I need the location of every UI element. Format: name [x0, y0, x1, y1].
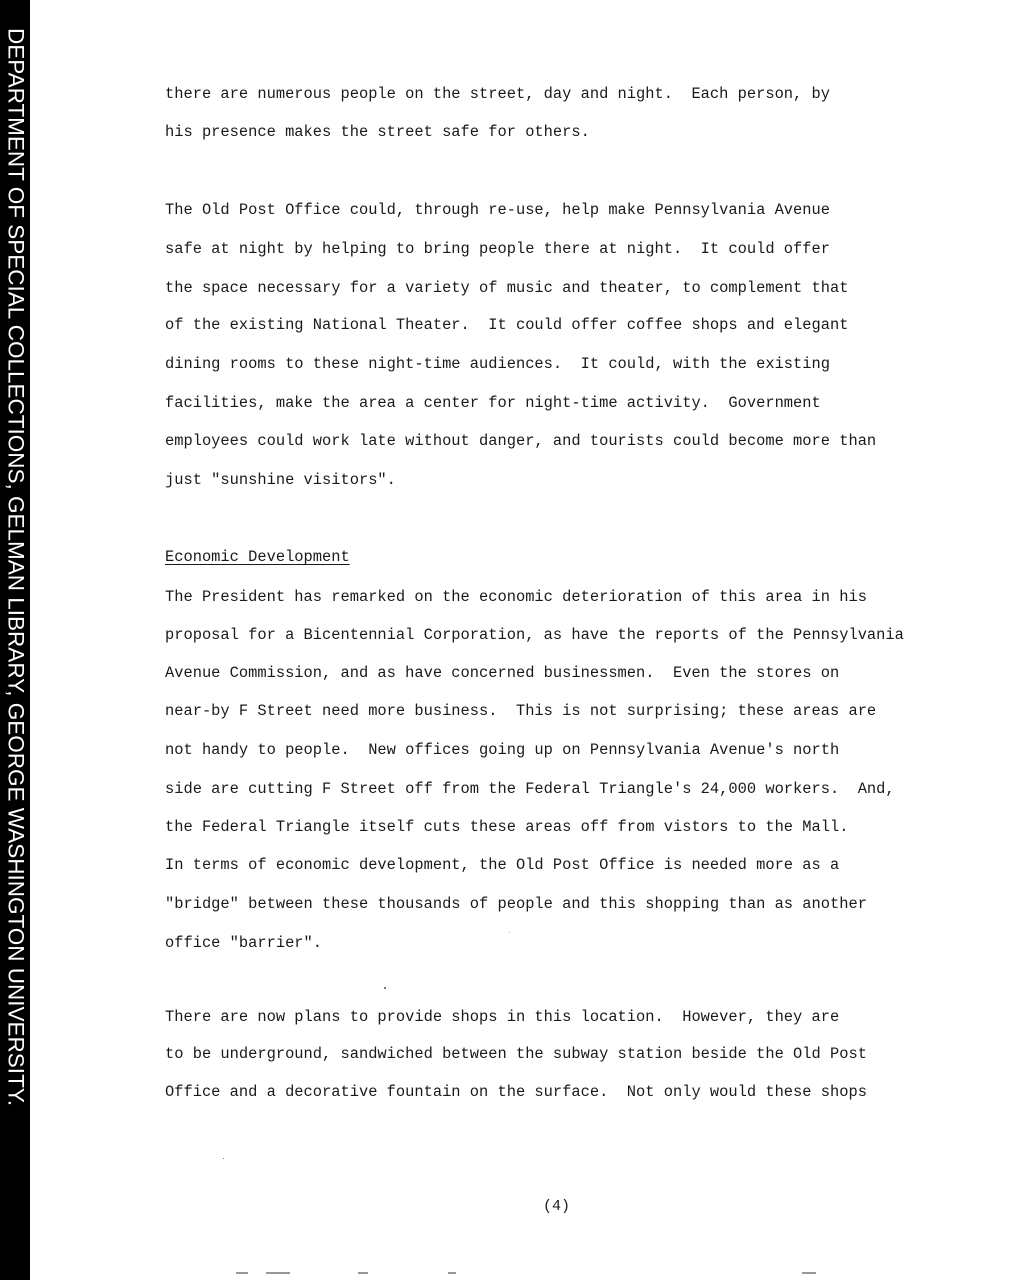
- paragraph-3-line: In terms of economic development, the Old Post Office is needed more as a: [165, 856, 840, 874]
- paragraph-1-line: there are numerous people on the street, day and night. Each person, by: [165, 85, 830, 103]
- paragraph-3-line: the Federal Triangle itself cuts these areas off from vistors to the Mall.: [165, 818, 849, 836]
- paragraph-2-line: the space necessary for a variety of music and theater, to complement that: [165, 279, 849, 297]
- paragraph-3-line: "bridge" between these thousands of people and this shopping than as another: [165, 895, 867, 913]
- section-heading: Economic Development: [165, 548, 350, 566]
- paragraph-3-line: The President has remarked on the economic deterioration of this area in his: [165, 588, 867, 606]
- scan-speck: [384, 987, 386, 989]
- archive-side-strip: [0, 0, 30, 1280]
- paragraph-3-line: Avenue Commission, and as have concerned businessmen. Even the stores on: [165, 664, 840, 682]
- paragraph-3-line: near-by F Street need more business. This is not surprising; these areas are: [165, 702, 877, 720]
- paragraph-2-line: The Old Post Office could, through re-use, help make Pennsylvania Avenue: [165, 201, 830, 219]
- scan-speck: [509, 932, 510, 933]
- paragraph-2-line: of the existing National Theater. It could offer coffee shops and elegant: [165, 316, 849, 334]
- paragraph-2-line: dining rooms to these night-time audiences. It could, with the existing: [165, 355, 830, 373]
- paragraph-3-line: office "barrier".: [165, 934, 323, 952]
- paragraph-2-line: facilities, make the area a center for night-time activity. Government: [165, 394, 821, 412]
- paragraph-4-line: Office and a decorative fountain on the surface. Not only would these shops: [165, 1083, 867, 1101]
- paragraph-1-line: his presence makes the street safe for others.: [165, 123, 590, 141]
- paragraph-3-line: side are cutting F Street off from the Federal Triangle's 24,000 workers. And,: [165, 780, 895, 798]
- scan-speck: [223, 1158, 224, 1159]
- paragraph-4-line: There are now plans to provide shops in this location. However, they are: [165, 1008, 840, 1026]
- paragraph-2-line: safe at night by helping to bring people there at night. It could offer: [165, 240, 830, 258]
- paragraph-2-line: just "sunshine visitors".: [165, 471, 396, 489]
- scan-edge-marks: [230, 1272, 830, 1276]
- archive-side-label: DEPARTMENT OF SPECIAL COLLECTIONS, GELMAN LIBRARY, GEORGE WASHINGTON UNIVERSITY.: [3, 28, 29, 1107]
- paragraph-3-line: proposal for a Bicentennial Corporation, as have the reports of the Pennsylvania: [165, 626, 904, 644]
- paragraph-3-line: not handy to people. New offices going up on Pennsylvania Avenue's north: [165, 741, 840, 759]
- page-number: (4): [543, 1198, 571, 1215]
- paragraph-4-line: to be underground, sandwiched between the subway station beside the Old Post: [165, 1045, 867, 1063]
- paragraph-2-line: employees could work late without danger, and tourists could become more than: [165, 432, 877, 450]
